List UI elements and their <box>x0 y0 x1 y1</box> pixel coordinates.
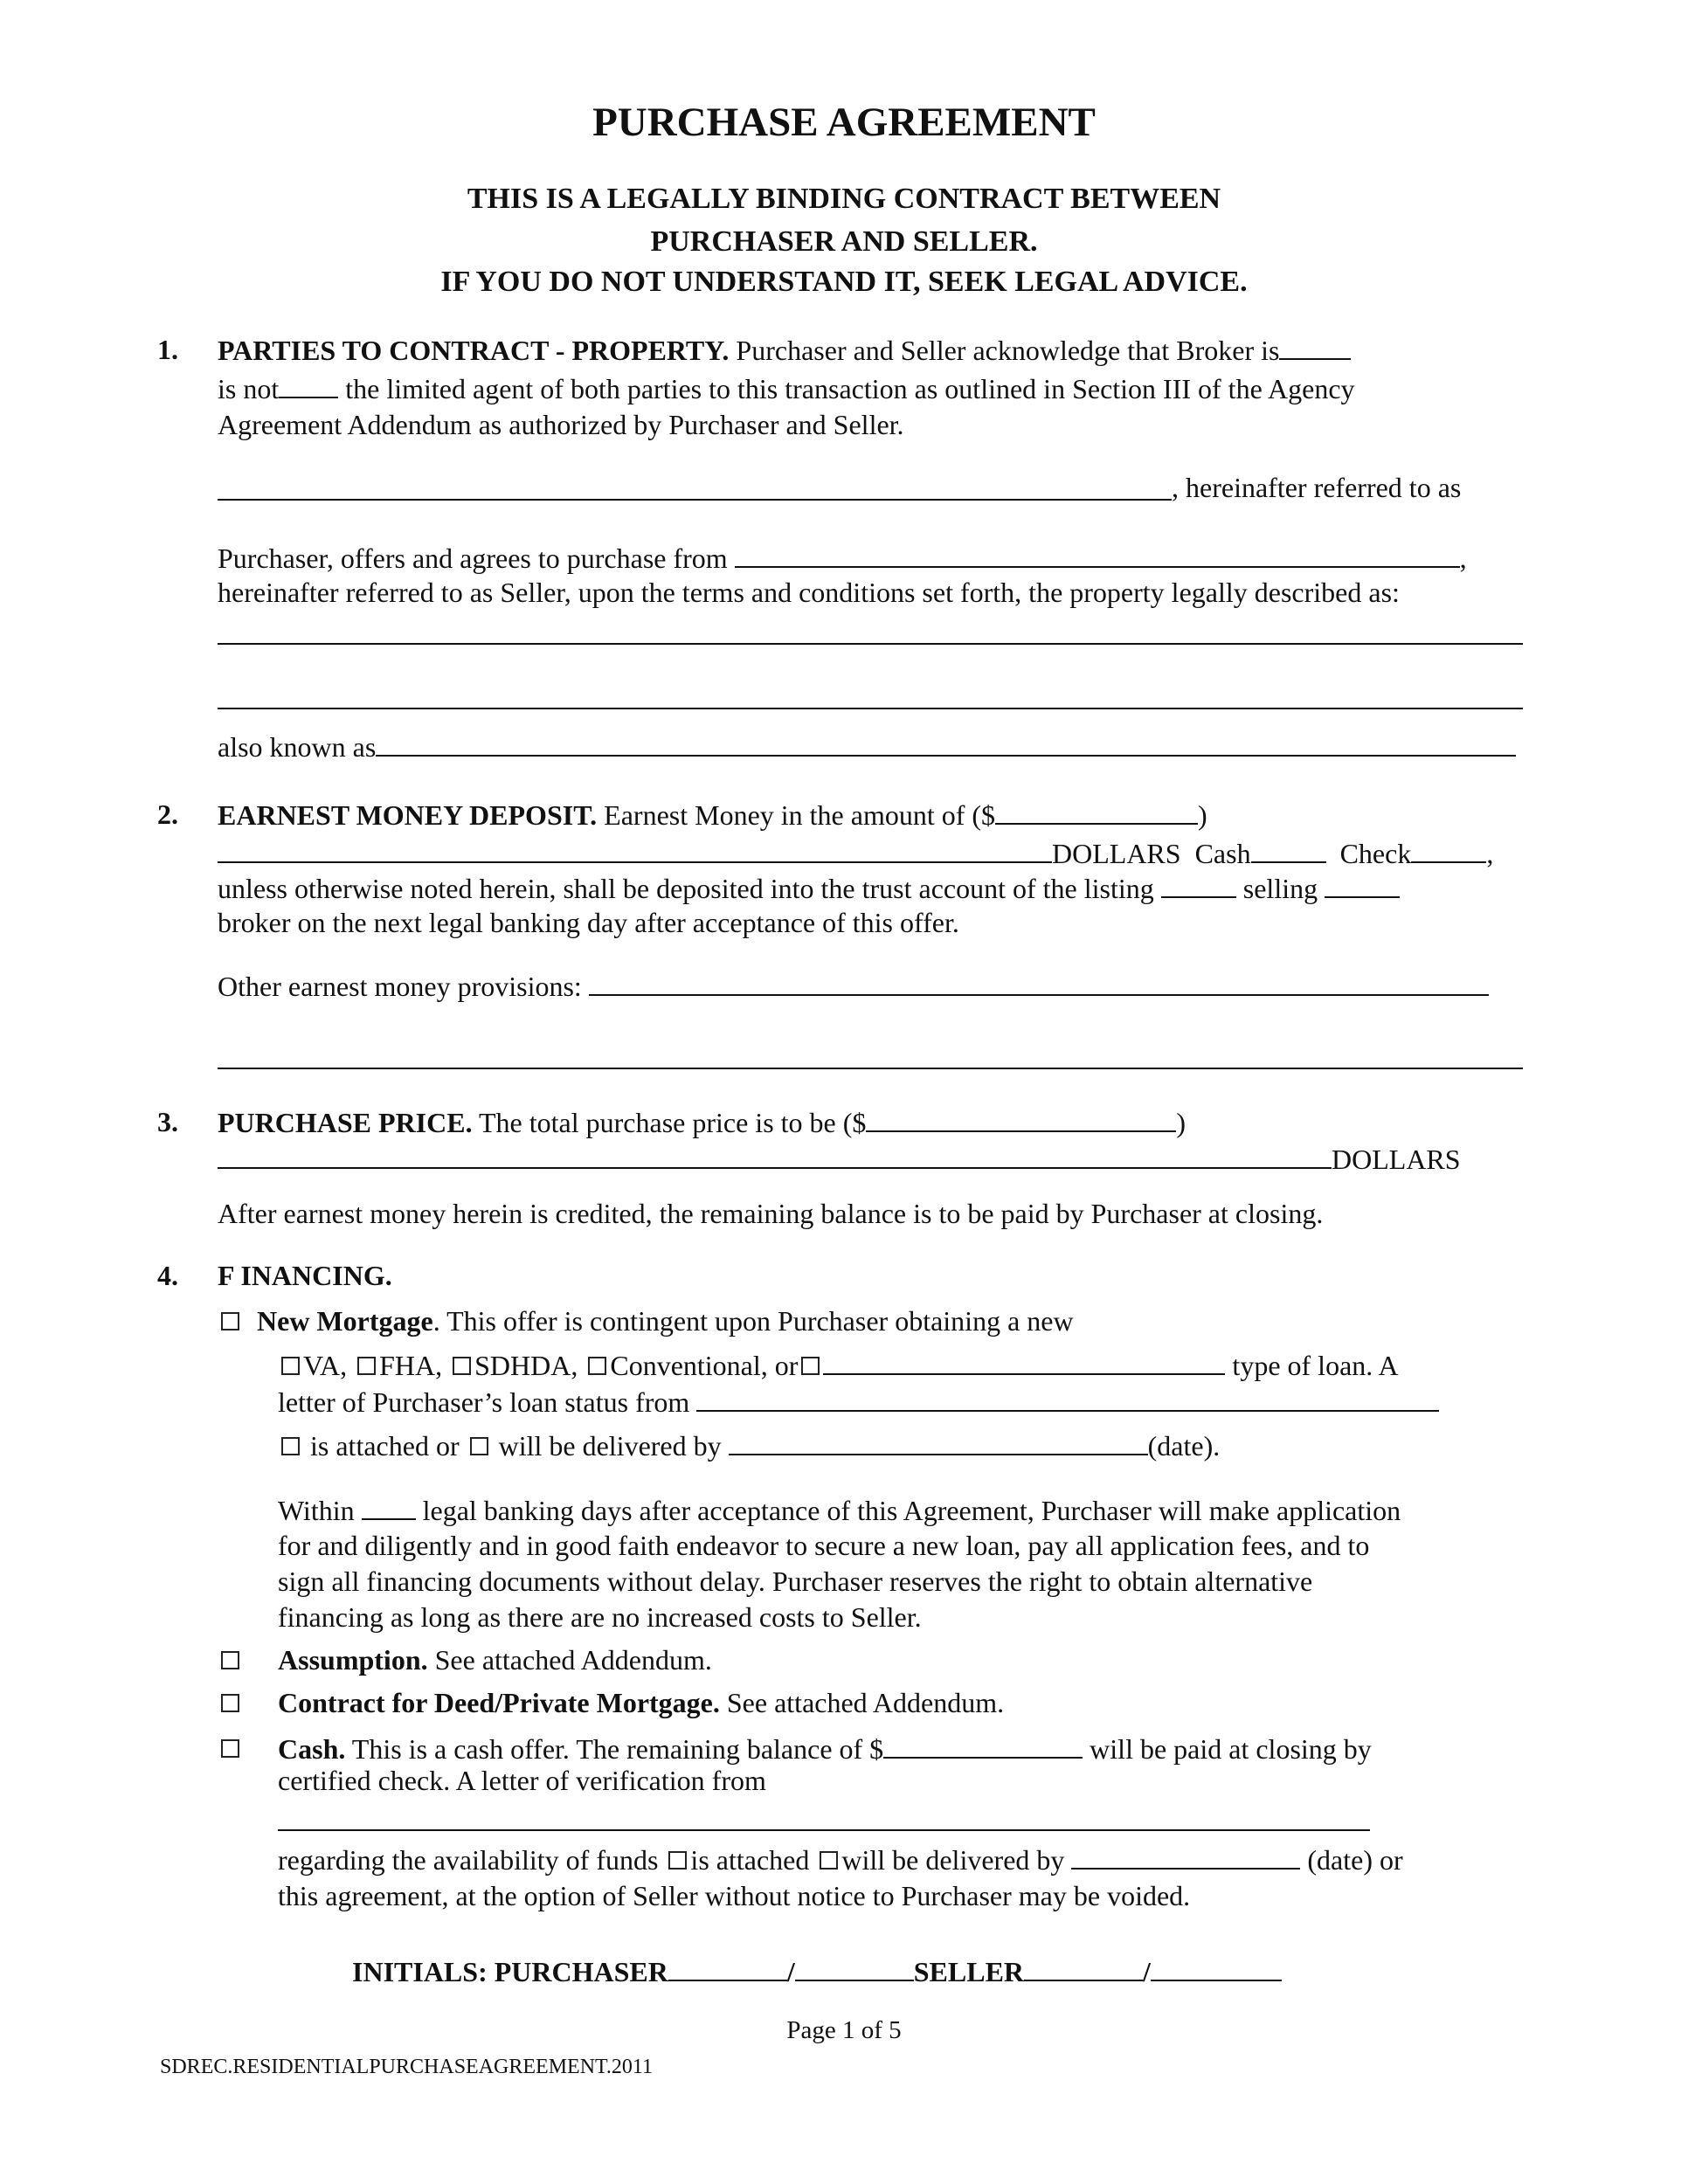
verification-from-field[interactable] <box>278 1829 1370 1831</box>
aka-label: also known as <box>218 731 377 763</box>
section-1-text: Purchaser and Seller acknowledge that Broker is <box>736 335 1280 366</box>
contract-for-deed-text: See attached Addendum. <box>726 1687 1005 1718</box>
section-1-text-2: the limited agent of both parties to this transaction as outlined in Section III of the Agency <box>345 373 1355 404</box>
close-paren: ) <box>1176 1107 1186 1138</box>
cash-offer-label: Cash. <box>278 1733 346 1765</box>
date-or-label: (date) or <box>1307 1844 1403 1876</box>
paid-at-closing-text: will be paid at closing by <box>1090 1733 1372 1765</box>
deed-checkbox-line <box>218 1685 243 1720</box>
hereinafter-purchaser: , hereinafter referred to as <box>1172 472 1462 503</box>
cash-blank[interactable] <box>1251 835 1326 863</box>
assumption-line <box>218 1642 243 1677</box>
broker-is-not-blank[interactable] <box>279 370 338 398</box>
earnest-dollars-field[interactable] <box>218 835 1052 863</box>
selling-label: selling <box>1242 873 1318 904</box>
will-be-delivered-label: will be delivered by <box>498 1430 722 1462</box>
offer-comma: , <box>1459 543 1467 574</box>
is-attached-label: is attached or <box>310 1430 460 1462</box>
cash-text-line <box>278 1731 1372 1766</box>
section-3-line-1 <box>218 1104 1186 1140</box>
offer-line <box>218 540 1467 576</box>
section-2-line-4: broker on the next legal banking day after acceptance of this offer. <box>218 907 959 938</box>
seller-initial-1[interactable] <box>1024 1953 1143 1981</box>
cash-checkbox[interactable] <box>221 1739 239 1758</box>
financing-para-4: financing as long as there are no increased costs to Seller. <box>278 1601 922 1633</box>
broker-is-blank[interactable] <box>1279 332 1351 360</box>
section-1-line-2 <box>218 370 1355 406</box>
is-attached-checkbox[interactable] <box>281 1437 300 1455</box>
banking-days-field[interactable] <box>362 1492 416 1520</box>
section-3-number: 3. <box>157 1106 178 1137</box>
type-of-loan-label: type of loan. A <box>1232 1350 1399 1381</box>
legal-description-line-1[interactable] <box>218 643 1523 645</box>
new-mortgage-line <box>218 1303 1074 1338</box>
funds-attached-label: is attached <box>690 1844 810 1876</box>
other-loan-type-field[interactable] <box>823 1347 1225 1375</box>
fha-checkbox[interactable] <box>357 1357 376 1375</box>
seller-initial-2[interactable] <box>1151 1953 1282 1981</box>
fha-label: FHA, <box>379 1350 443 1381</box>
new-mortgage-text: . This offer is contingent upon Purchaser obtaining a new <box>432 1305 1074 1337</box>
cash-label: Cash <box>1194 838 1251 869</box>
section-2-line-3 <box>218 870 1400 906</box>
within-line <box>278 1492 1401 1528</box>
purchase-price-label: The total purchase price is to be ($ <box>479 1107 867 1138</box>
other-provisions-line <box>218 968 1489 1004</box>
offer-text: Purchaser, offers and agrees to purchase from <box>218 543 728 574</box>
earnest-amount-label: Earnest Money in the amount of ($ <box>604 799 996 831</box>
cash-checkbox-line <box>218 1731 243 1766</box>
purchaser-initial-1[interactable] <box>668 1953 787 1981</box>
legal-description-line-2[interactable] <box>218 708 1523 709</box>
loan-status-from-field[interactable] <box>696 1384 1439 1412</box>
loan-types-line <box>278 1347 1399 1383</box>
section-3-line-2 <box>218 1141 1461 1177</box>
will-be-delivered-checkbox[interactable] <box>470 1437 488 1455</box>
close-paren: ) <box>1198 799 1207 831</box>
section-3-heading: PURCHASE PRICE. <box>218 1107 473 1138</box>
other-provisions-line-2[interactable] <box>218 1068 1523 1069</box>
initials-seller-label: SELLER <box>913 1956 1025 1987</box>
slash: / <box>1143 1956 1151 1987</box>
contract-for-deed-label: Contract for Deed/Private Mortgage. <box>278 1687 720 1718</box>
within-text: legal banking days after acceptance of this Agreement, Purchaser will make application <box>422 1495 1401 1526</box>
earnest-amount-field[interactable] <box>995 797 1198 825</box>
slash: / <box>786 1956 795 1987</box>
section-2-heading: EARNEST MONEY DEPOSIT. <box>218 799 598 831</box>
section-3-after: After earnest money herein is credited, the remaining balance is to be paid by Purchaser at closing. <box>218 1198 1324 1229</box>
form-id: SDREC.RESIDENTIALPURCHASEAGREEMENT.2011 <box>160 2056 654 2078</box>
purchaser-initial-2[interactable] <box>795 1953 914 1981</box>
section-2-line-2 <box>218 835 1493 871</box>
loan-delivery-line <box>278 1427 1220 1463</box>
deed-text-line <box>278 1685 1004 1720</box>
within-label: Within <box>278 1495 355 1526</box>
funds-delivered-label: will be delivered by <box>841 1844 1065 1876</box>
aka-line <box>218 729 1516 764</box>
initials-purchaser-label: INITIALS: PURCHASER <box>352 1956 668 1987</box>
assumption-checkbox[interactable] <box>221 1651 239 1669</box>
other-loan-checkbox[interactable] <box>801 1357 820 1375</box>
financing-para-2: for and diligently and in good faith endeavor to secure a new loan, pay all application fees, and to <box>278 1530 1370 1561</box>
trust-account-text: unless otherwise noted herein, shall be deposited into the trust account of the listing <box>218 873 1154 904</box>
section-4-heading: F INANCING. <box>218 1260 392 1291</box>
document-title: PURCHASE AGREEMENT <box>592 100 1096 145</box>
comma: , <box>1486 838 1494 869</box>
financing-para-3: sign all financing documents without delay. Purchaser reserves the right to obtain alternative <box>278 1565 1313 1597</box>
loan-status-label: letter of Purchaser’s loan status from <box>278 1386 690 1418</box>
section-1-heading: PARTIES TO CONTRACT - PROPERTY. <box>218 335 730 366</box>
section-4-number: 4. <box>157 1260 178 1291</box>
seller-name-field[interactable] <box>735 540 1460 568</box>
is-not-label: is not <box>218 373 280 404</box>
funds-line <box>278 1842 1403 1877</box>
purchase-price-field[interactable] <box>866 1104 1176 1132</box>
listing-blank[interactable] <box>1161 870 1236 898</box>
regarding-text: regarding the availability of funds <box>278 1844 659 1876</box>
page-number: Page 1 of 5 <box>786 2016 902 2044</box>
va-checkbox[interactable] <box>281 1357 300 1375</box>
funds-delivered-checkbox[interactable] <box>820 1851 838 1870</box>
warning-line-2: PURCHASER AND SELLER. <box>650 225 1038 258</box>
funds-date-field[interactable] <box>1071 1842 1300 1870</box>
warning-line-1: THIS IS A LEGALLY BINDING CONTRACT BETWEEN <box>467 183 1221 215</box>
check-label: Check <box>1339 838 1412 869</box>
check-blank[interactable] <box>1411 835 1486 863</box>
other-provisions-label: Other earnest money provisions: <box>218 971 582 1002</box>
purchase-price-dollars-field[interactable] <box>218 1141 1332 1169</box>
conventional-checkbox[interactable] <box>588 1357 606 1375</box>
sdhda-label: SDHDA, <box>474 1350 578 1381</box>
section-1-line-3: Agreement Addendum as authorized by Purchaser and Seller. <box>218 409 904 440</box>
remaining-balance-field[interactable] <box>883 1731 1083 1759</box>
date-label: (date). <box>1147 1430 1221 1462</box>
assumption-text: See attached Addendum. <box>434 1644 712 1676</box>
aka-field[interactable] <box>376 729 1516 757</box>
new-mortgage-label: New Mortgage <box>257 1305 433 1337</box>
delivery-date-field[interactable] <box>729 1427 1148 1455</box>
dollars-label: DOLLARS <box>1052 838 1181 869</box>
seller-line: hereinafter referred to as Seller, upon the terms and conditions set forth, the property legally described as: <box>218 577 1400 608</box>
loan-status-line <box>278 1384 1439 1420</box>
assumption-text-line <box>278 1642 712 1677</box>
conventional-label: Conventional, or <box>610 1350 799 1381</box>
sdhda-checkbox[interactable] <box>453 1357 471 1375</box>
new-mortgage-checkbox[interactable] <box>221 1312 239 1330</box>
dollars-label: DOLLARS <box>1332 1144 1461 1175</box>
section-2-line-1 <box>218 797 1207 833</box>
other-provisions-field[interactable] <box>589 968 1489 996</box>
section-1-number: 1. <box>157 334 178 365</box>
warning-line-3: IF YOU DO NOT UNDERSTAND IT, SEEK LEGAL ADVICE. <box>440 266 1248 298</box>
assumption-label: Assumption. <box>278 1644 428 1676</box>
section-1-line-1 <box>218 332 1351 368</box>
selling-blank[interactable] <box>1325 870 1400 898</box>
voided-line: this agreement, at the option of Seller without notice to Purchaser may be voided. <box>278 1880 1191 1911</box>
cash-offer-text: This is a cash offer. The remaining balance of $ <box>351 1733 884 1765</box>
certified-line: certified check. A letter of verification from <box>278 1765 766 1796</box>
contract-for-deed-checkbox[interactable] <box>221 1694 239 1712</box>
va-label: VA, <box>303 1350 348 1381</box>
initials-line <box>352 1953 1282 1989</box>
purchaser-name-field[interactable] <box>218 499 1172 501</box>
section-2-number: 2. <box>157 798 178 830</box>
funds-attached-checkbox[interactable] <box>668 1851 687 1870</box>
